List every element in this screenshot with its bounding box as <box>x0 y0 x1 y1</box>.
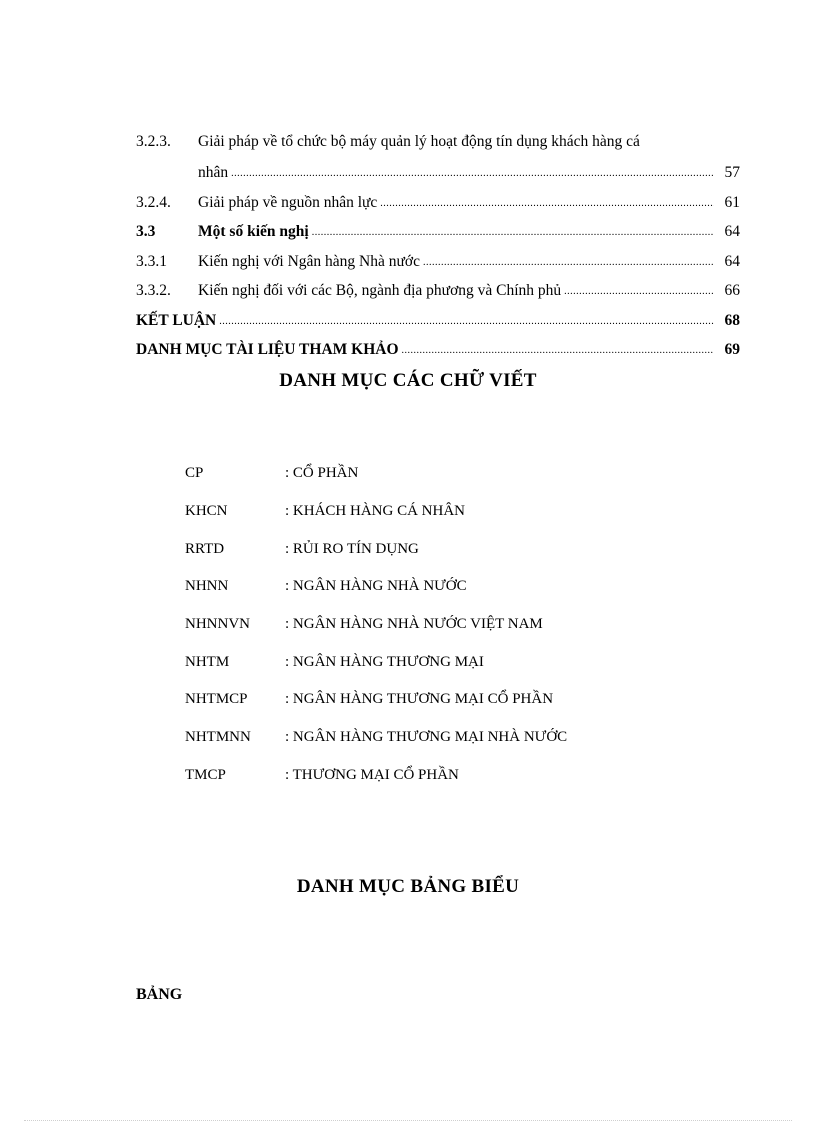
toc-entry-ket-luan <box>136 301 740 331</box>
toc-entry-references <box>136 331 740 361</box>
table-of-contents <box>136 131 740 360</box>
abbreviation-key: TMCP <box>185 766 226 783</box>
toc-page-number: 57 <box>724 164 740 181</box>
toc-title: Kiến nghị đối với các Bộ, ngành địa phương và Chính phủ <box>198 282 562 299</box>
list-item <box>185 493 567 531</box>
toc-title: Giải pháp về tổ chức bộ máy quản lý hoạt động tín dụng khách hàng cá <box>198 133 640 150</box>
toc-leader-dots <box>564 287 714 297</box>
list-item <box>185 568 567 606</box>
toc-page-number: 69 <box>724 341 740 358</box>
abbreviation-key: NHTM <box>185 653 230 670</box>
toc-title: Kiến nghị với Ngân hàng Nhà nước <box>198 252 420 270</box>
list-item <box>185 757 567 795</box>
list-item <box>185 606 567 644</box>
abbreviation-value: : RỦI RO TÍN DỤNG <box>285 540 419 557</box>
list-item <box>185 530 567 568</box>
toc-entry-3-3-1 <box>136 242 740 272</box>
list-item <box>185 681 567 719</box>
toc-page-number: 66 <box>724 282 740 299</box>
abbreviations-heading: DANH MỤC CÁC CHỮ VIẾT <box>279 370 537 391</box>
toc-number: 3.2.4. <box>136 193 171 211</box>
toc-title: KẾT LUẬN <box>136 311 217 329</box>
toc-leader-dots <box>231 169 714 179</box>
abbreviation-key: NHNN <box>185 578 229 595</box>
abbreviation-key: NHTMCP <box>185 691 248 708</box>
toc-number: 3.3.2. <box>136 282 171 299</box>
abbreviation-key: RRTD <box>185 540 225 557</box>
abbreviation-value: : THƯƠNG MẠI CỔ PHẦN <box>285 766 459 783</box>
abbreviation-value: : KHÁCH HÀNG CÁ NHÂN <box>285 503 465 520</box>
list-item <box>185 643 567 681</box>
abbreviation-key: KHCN <box>185 503 228 520</box>
toc-entry-3-3 <box>136 213 740 243</box>
toc-leader-dots <box>402 346 714 356</box>
toc-number: 3.2.3. <box>136 133 171 150</box>
toc-title-continued: nhân <box>198 164 229 181</box>
toc-page-number: 61 <box>724 193 740 211</box>
toc-entry-3-2-3 <box>136 131 740 183</box>
toc-leader-dots <box>312 228 714 238</box>
toc-leader-dots <box>219 317 714 327</box>
abbreviation-value: : NGÂN HÀNG THƯƠNG MẠI NHÀ NƯỚC <box>285 729 568 746</box>
abbreviations-list <box>185 455 567 794</box>
abbreviation-value: : NGÂN HÀNG THƯƠNG MẠI <box>285 653 484 670</box>
abbreviation-value: : CỔ PHẦN <box>285 465 359 482</box>
tables-label: BẢNG <box>136 986 183 1003</box>
toc-title: DANH MỤC TÀI LIỆU THAM KHẢO <box>136 341 399 358</box>
list-item <box>185 719 567 757</box>
toc-page-number: 64 <box>724 252 740 270</box>
abbreviation-key: NHNNVN <box>185 616 250 633</box>
toc-entry-3-2-4 <box>136 183 740 213</box>
toc-number: 3.3.1 <box>136 252 167 270</box>
abbreviation-key: NHTMNN <box>185 729 251 746</box>
abbreviation-value: : NGÂN HÀNG THƯƠNG MẠI CỔ PHẦN <box>285 691 554 708</box>
toc-leader-dots <box>423 258 714 268</box>
toc-entry-3-3-2 <box>136 272 740 302</box>
toc-number: 3.3 <box>136 223 156 240</box>
toc-title: Một số kiến nghị <box>198 223 309 240</box>
abbreviation-value: : NGÂN HÀNG NHÀ NƯỚC <box>285 578 467 595</box>
tables-heading: DANH MỤC BẢNG BIỂU <box>296 876 520 897</box>
list-item <box>185 455 567 493</box>
abbreviation-value: : NGÂN HÀNG NHÀ NƯỚC VIỆT NAM <box>285 616 543 633</box>
toc-page-number: 64 <box>724 223 740 240</box>
toc-leader-dots <box>380 199 714 209</box>
abbreviation-key: CP <box>185 465 204 482</box>
page-bottom-divider <box>24 1120 792 1121</box>
toc-page-number: 68 <box>724 311 740 329</box>
toc-title: Giải pháp về nguồn nhân lực <box>198 193 378 211</box>
